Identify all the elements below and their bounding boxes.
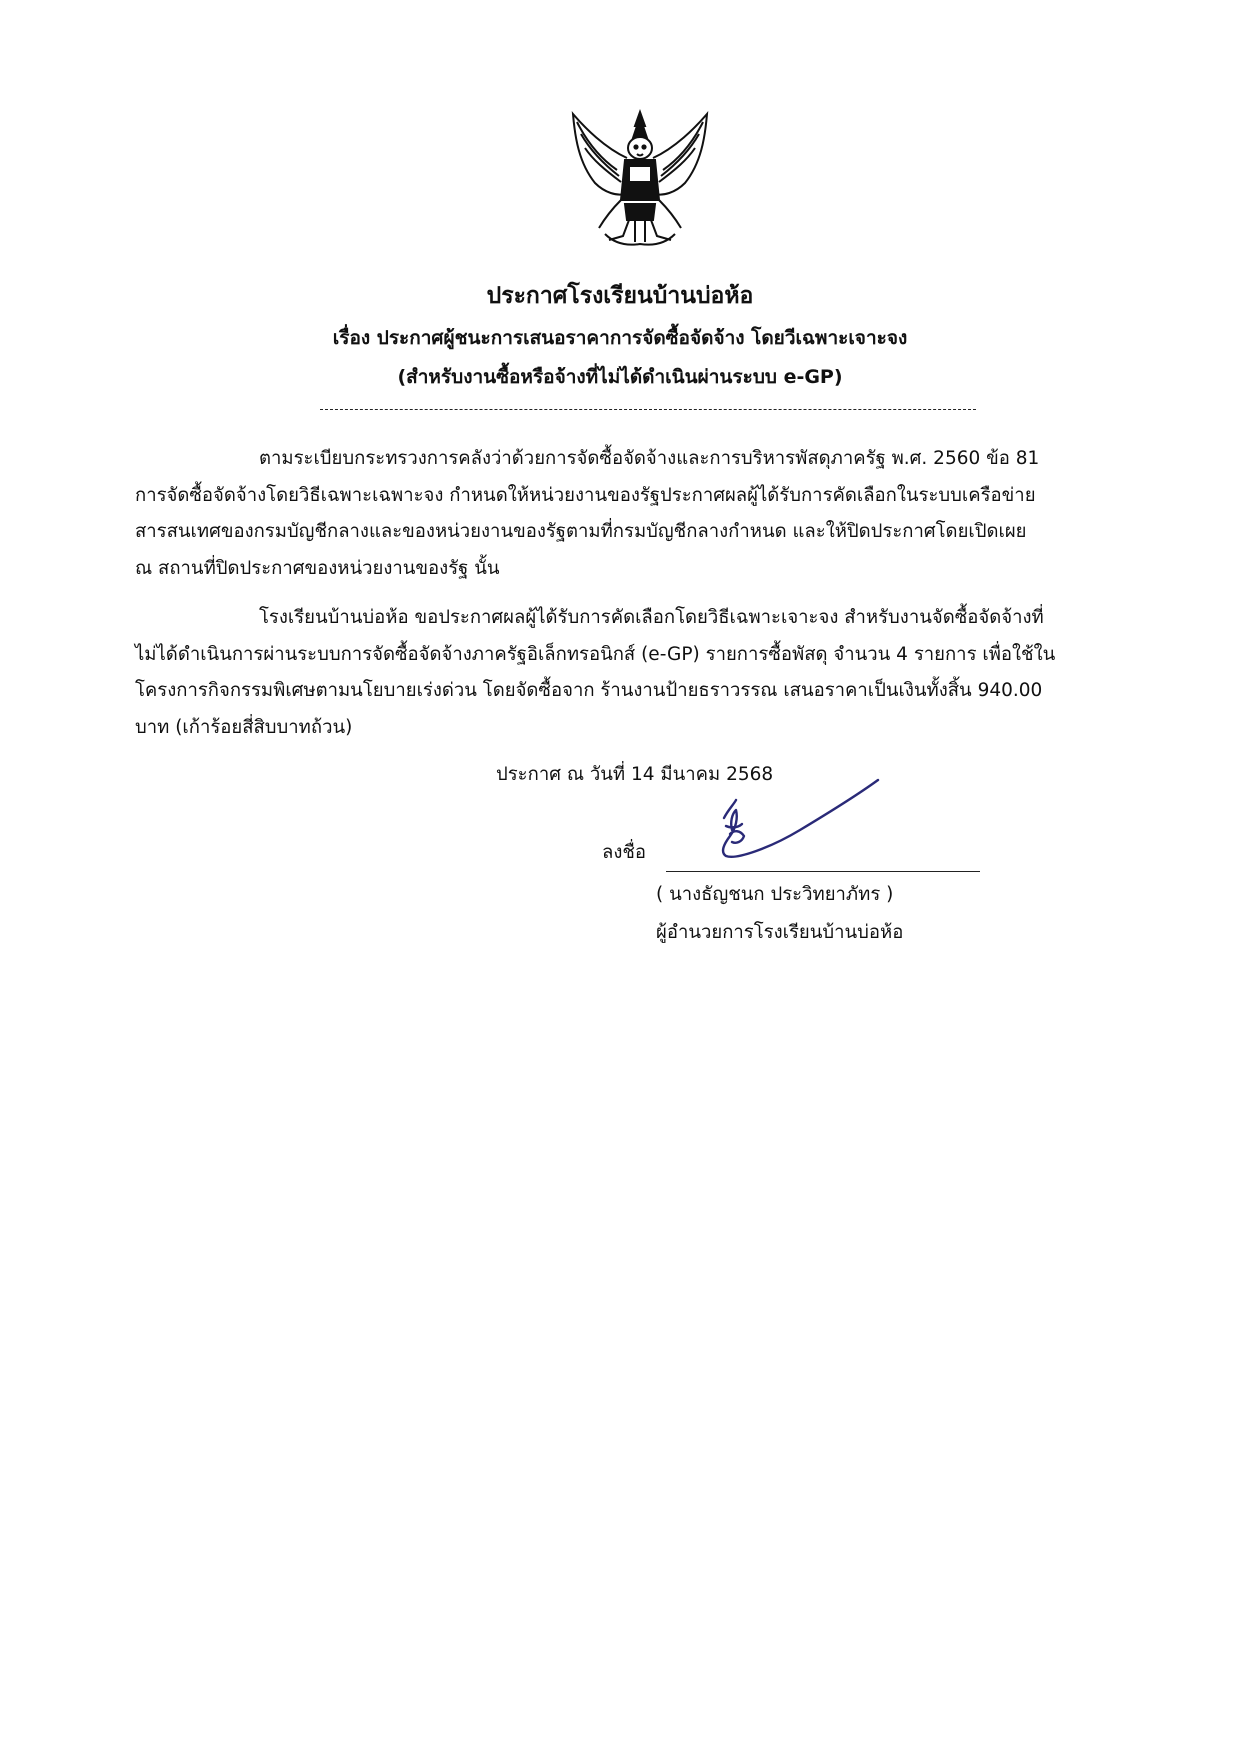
signer-title: ผู้อำนวยการโรงเรียนบ้านบ่อห้อ bbox=[656, 922, 904, 943]
announcement-subtitle: (สำหรับงานซื้อหรือจ้างที่ไม่ได้ดำเนินผ่านระบบ e-GP) bbox=[397, 366, 843, 388]
paragraph-1-line: การจัดซื้อจัดจ้างโดยวิธีเฉพาะเฉพาะจง กำหนดให้หน่วยงานของรัฐประกาศผลผู้ได้รับการคัดเลือกในระบบเครือข่าย bbox=[135, 484, 1036, 506]
announcement-date: ประกาศ ณ วันที่ 14 มีนาคม 2568 bbox=[496, 764, 774, 785]
signer-name: ( นางธัญชนก ประวิทยาภัทร ) bbox=[656, 884, 894, 905]
body-paragraph-2 bbox=[135, 600, 1145, 746]
paragraph-2-line: บาท (เก้าร้อยสี่สิบบาทถ้วน) bbox=[135, 716, 353, 738]
paragraph-1-line: ณ สถานที่ปิดประกาศของหน่วยงานของรัฐ นั้น bbox=[135, 557, 500, 579]
announcement-title: ประกาศโรงเรียนบ้านบ่อห้อ bbox=[486, 283, 754, 309]
paragraph-2-line: ไม่ได้ดำเนินการผ่านระบบการจัดซื้อจัดจ้างภาครัฐอิเล็กทรอนิกส์ (e-GP) รายการซื้อพัสดุ จำนวน 4 รายการ เพื่อใช้ใน bbox=[135, 643, 1056, 665]
signature-line bbox=[666, 871, 980, 872]
handwritten-signature bbox=[700, 770, 880, 870]
dashed-divider bbox=[320, 409, 976, 410]
paragraph-1-line: ตามระเบียบกระทรวงการคลังว่าด้วยการจัดซื้อจัดจ้างและการบริหารพัสดุภาครัฐ พ.ศ. 2560 ข้อ 81 bbox=[259, 448, 1040, 469]
paragraph-2-line: โรงเรียนบ้านบ่อห้อ ขอประกาศผลผู้ได้รับการคัดเลือกโดยวิธีเฉพาะเจาะจง สำหรับงานจัดซื้อจัดจ้างที่ bbox=[259, 607, 1044, 628]
announcement-subject: เรื่อง ประกาศผู้ชนะการเสนอราคาการจัดซื้อจัดจ้าง โดยวีเฉพาะเจาะจง bbox=[332, 327, 908, 349]
sign-label: ลงชื่อ bbox=[602, 842, 647, 863]
paragraph-1-line: สารสนเทศของกรมบัญชีกลางและของหน่วยงานของรัฐตามที่กรมบัญชีกลางกำหนด และให้ปิดประกาศโดยเปิดเผย bbox=[135, 521, 1027, 542]
body-paragraph-1 bbox=[135, 441, 1145, 587]
paragraph-2-line: โครงการกิจกรรมพิเศษตามนโยบายเร่งด่วน โดยจัดซื้อจาก ร้านงานป้ายธราวรรณ เสนอราคาเป็นเงินทั้งสิ้น 940.00 bbox=[135, 680, 1043, 701]
garuda-emblem bbox=[565, 108, 715, 248]
